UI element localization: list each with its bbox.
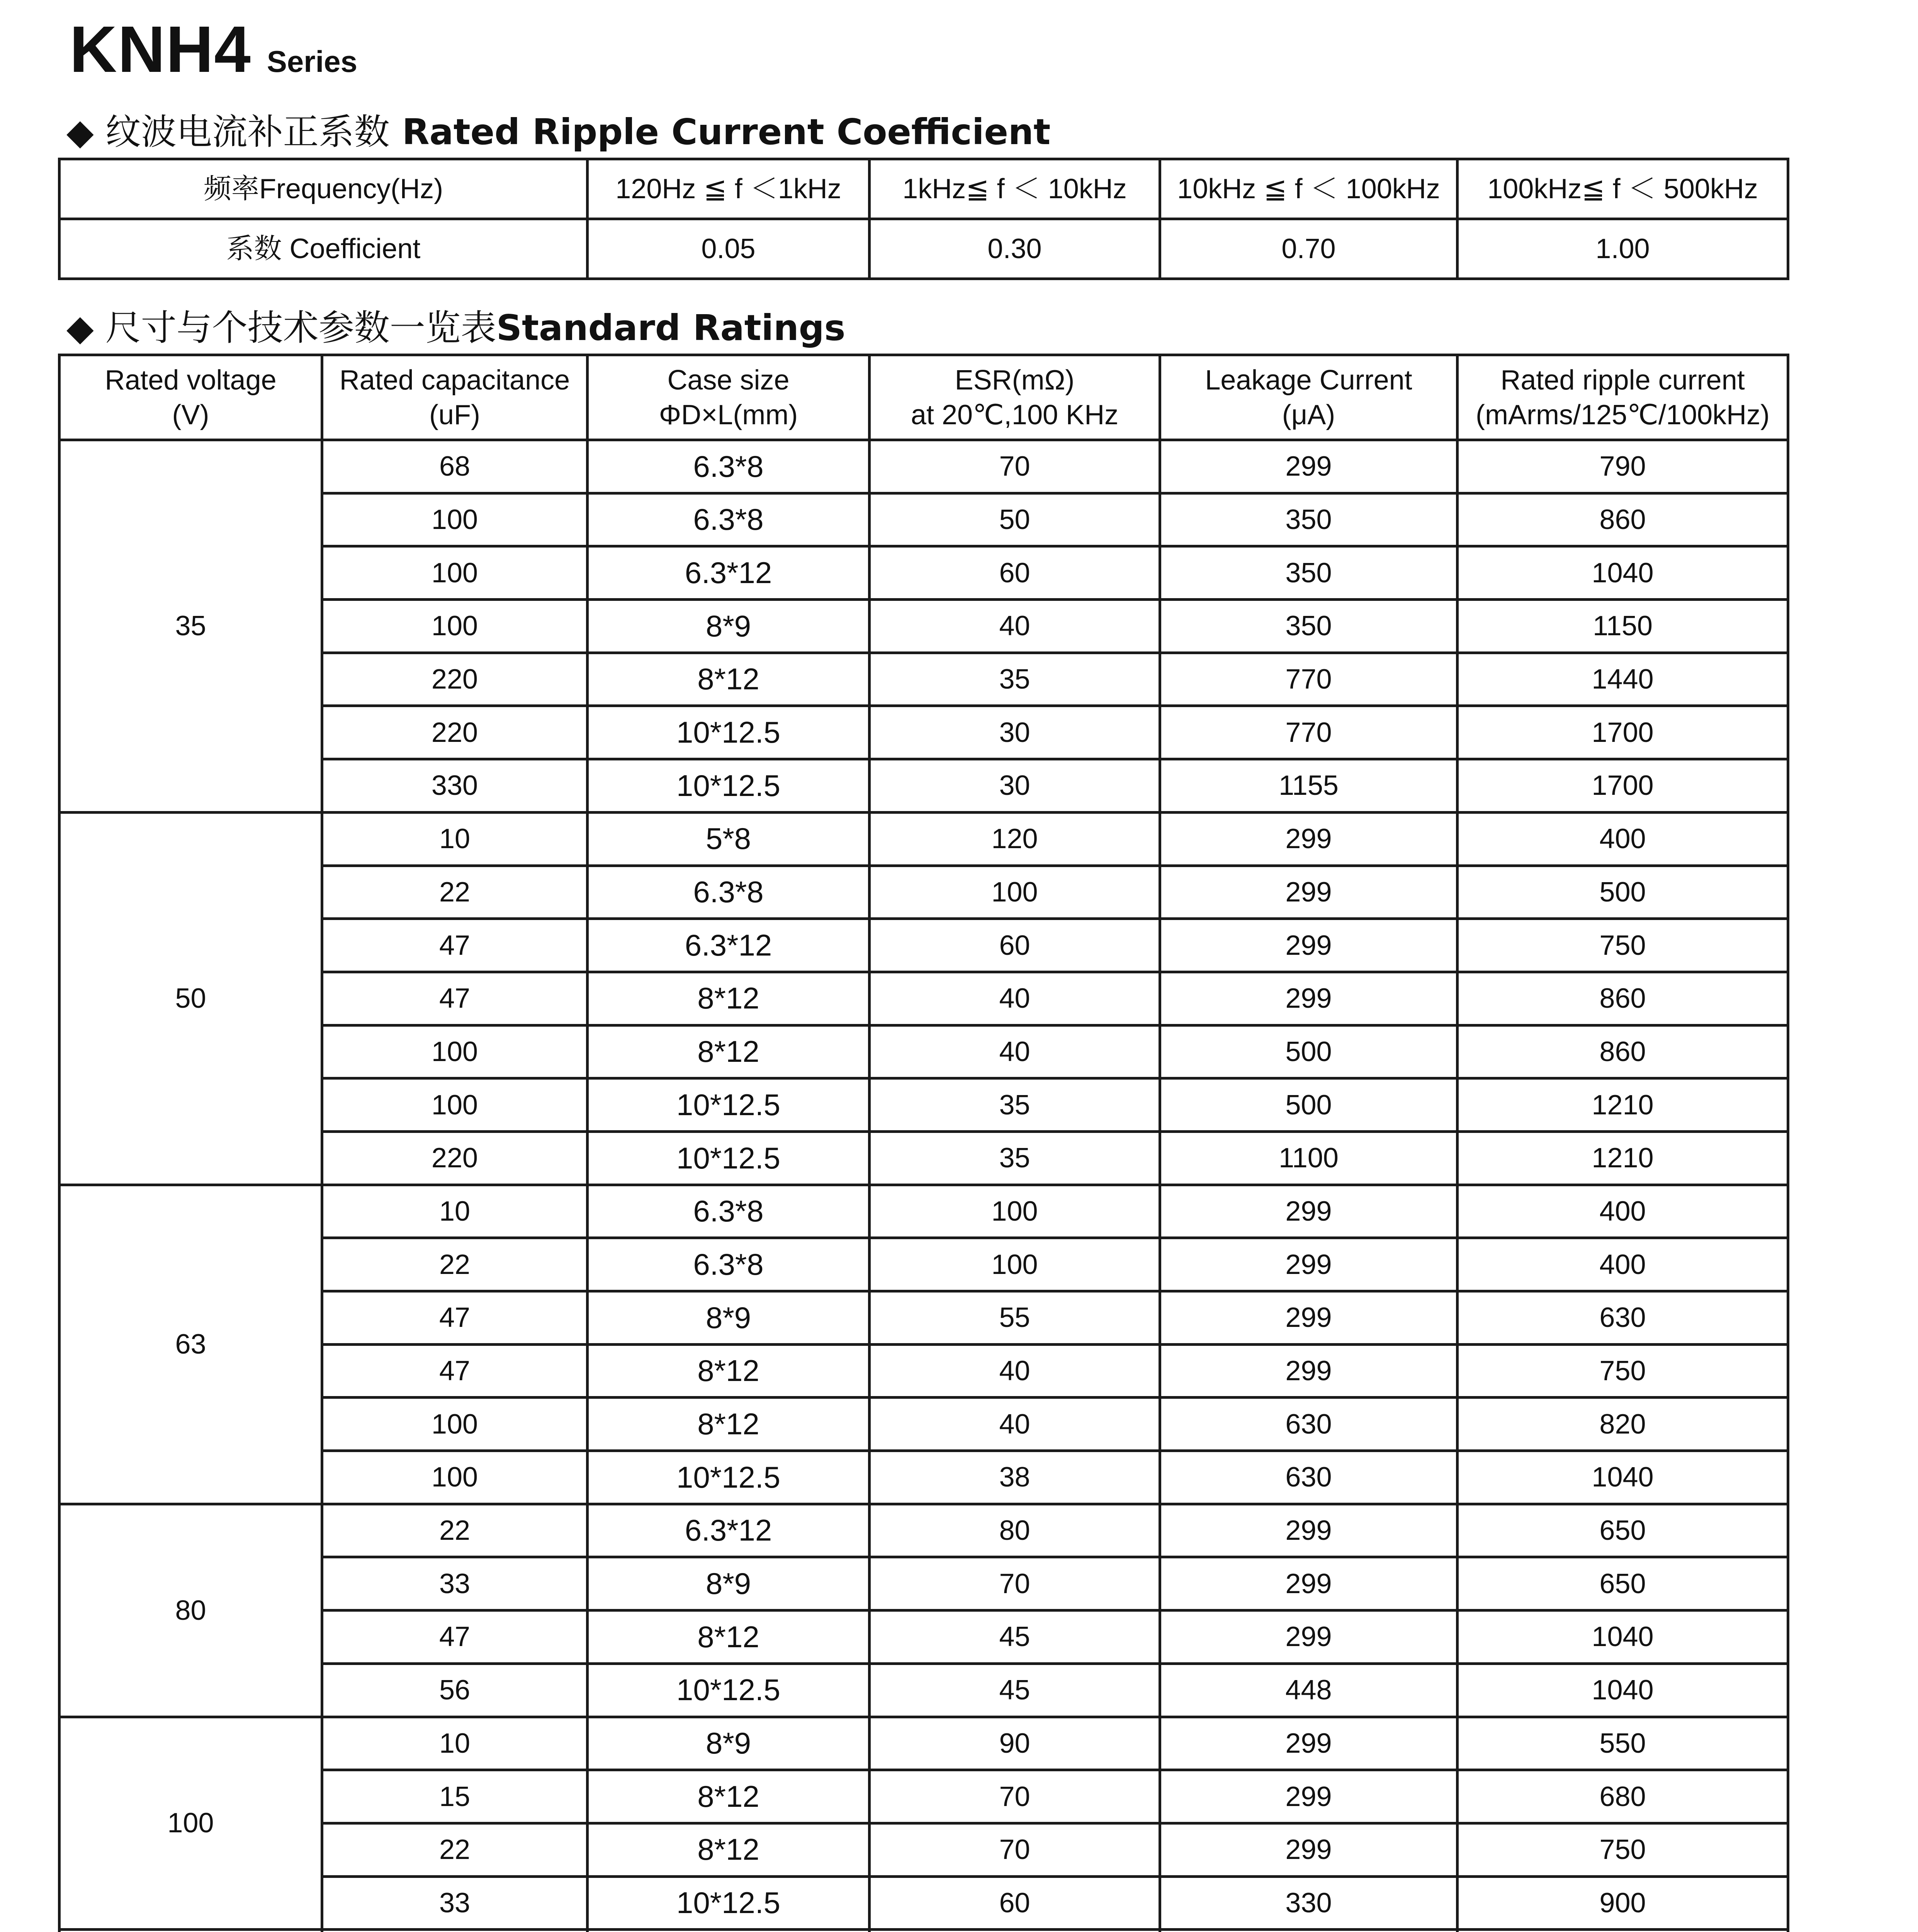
diamond-bullet-icon: ◆ [66,307,94,349]
ripple-cell: 1040 [1458,1611,1788,1664]
leakage-cell: 299 [1160,919,1458,972]
esr-cell: 30 [870,706,1160,759]
case-size-cell: 8*9 [588,1557,870,1611]
series-label: Series [267,44,358,78]
esr-cell: 40 [870,1344,1160,1398]
capacitance-cell: 100 [322,1078,588,1132]
leakage-cell: 299 [1160,1344,1458,1398]
case-size-cell: 6.3*8 [588,866,870,919]
table-row [59,1504,1788,1557]
esr-cell: 70 [870,440,1160,493]
esr-cell: 60 [870,546,1160,600]
header-line: (μA) [1282,399,1335,430]
capacitance-cell: 100 [322,1025,588,1078]
capacitance-cell: 10 [322,1185,588,1238]
case-size-cell: 8*12 [588,1770,870,1823]
leakage-cell: 350 [1160,493,1458,546]
leakage-cell: 1155 [1160,759,1458,813]
ripple-cell: 1440 [1458,653,1788,706]
capacitance-cell: 68 [322,440,588,493]
capacitance-cell: 100 [322,493,588,546]
series-name: KNH4 [70,13,251,86]
leakage-cell: 299 [1160,1717,1458,1770]
leakage-cell: 299 [1160,1611,1458,1664]
case-size-cell: 8*9 [588,1291,870,1345]
ripple-cell: 820 [1458,1398,1788,1451]
ripple-cell: 1210 [1458,1078,1788,1132]
voltage-cell: 80 [59,1504,322,1717]
esr-cell: 40 [870,1025,1160,1078]
ripple-cell: 750 [1458,1823,1788,1876]
case-size-cell: 5*8 [588,812,870,866]
leakage-cell: 770 [1160,706,1458,759]
ripple-cell: 1040 [1458,1451,1788,1504]
leakage-cell: 299 [1160,1291,1458,1345]
case-size-cell: 8*12 [588,1344,870,1398]
case-size-cell: 8*12 [588,653,870,706]
esr-cell: 40 [870,600,1160,653]
capacitance-cell: 22 [322,1238,588,1291]
ripple-heading-en: Rated Ripple Current Coefficient [402,111,1051,153]
case-size-cell: 6.3*8 [588,1185,870,1238]
leakage-cell: 350 [1160,546,1458,600]
ripple-cell: 650 [1458,1557,1788,1611]
ripple-cell: 400 [1458,1185,1788,1238]
column-header-leakage [1160,355,1458,440]
esr-cell: 100 [870,1185,1160,1238]
leakage-cell [1160,1930,1458,1932]
header-line: ESR(mΩ) [955,364,1075,396]
ripple-cell: 860 [1458,493,1788,546]
column-header-capacitance [322,355,588,440]
case-size-cell: 6.3*8 [588,440,870,493]
esr-cell: 60 [870,1876,1160,1930]
capacitance-cell: 100 [322,1398,588,1451]
diamond-bullet-icon: ◆ [66,111,94,153]
leakage-cell: 350 [1160,600,1458,653]
case-size-cell: 8*12 [588,1398,870,1451]
column-header-esr [870,355,1160,440]
leakage-cell: 330 [1160,1876,1458,1930]
voltage-cell: 63 [59,1185,322,1504]
leakage-cell: 299 [1160,866,1458,919]
case-size-cell: 6.3*12 [588,919,870,972]
leakage-cell: 630 [1160,1451,1458,1504]
ratings-heading-en: Standard Ratings [496,307,846,349]
voltage-cell: 100 [59,1717,322,1930]
ratings-heading-zh: 尺寸与个技术参数一览表 [105,307,496,349]
leakage-cell: 1100 [1160,1131,1458,1185]
case-size-cell: 6.3*12 [588,546,870,600]
capacitance-cell: 22 [322,866,588,919]
case-size-cell: 8*9 [588,600,870,653]
capacitance-cell: 220 [322,1131,588,1185]
capacitance-cell: 100 [322,600,588,653]
esr-cell [870,1930,1160,1932]
column-header-case-size [588,355,870,440]
table-row [59,1185,1788,1238]
frequency-range-cell: 10kHz ≦ f ＜ 100kHz [1160,159,1458,219]
case-size-cell: 10*12.5 [588,1131,870,1185]
case-size-cell: 8*12 [588,972,870,1025]
coefficient-cell: 0.05 [588,219,870,279]
esr-cell: 40 [870,1398,1160,1451]
ripple-cell: 860 [1458,1025,1788,1078]
coefficient-cell: 0.70 [1160,219,1458,279]
header-line: (mArms/125℃/100kHz) [1475,399,1770,430]
leakage-cell: 299 [1160,1185,1458,1238]
case-size-cell: 8*12 [588,1025,870,1078]
column-header-ripple [1458,355,1788,440]
voltage-cell [59,1930,322,1932]
leakage-cell: 299 [1160,812,1458,866]
case-size-cell [588,1930,870,1932]
standard-ratings-table [58,354,1789,1932]
ripple-cell: 750 [1458,1344,1788,1398]
case-size-cell: 6.3*12 [588,1504,870,1557]
esr-cell: 100 [870,1238,1160,1291]
case-size-cell: 8*12 [588,1823,870,1876]
esr-cell: 40 [870,972,1160,1025]
case-size-cell: 10*12.5 [588,1451,870,1504]
capacitance-cell: 47 [322,919,588,972]
ratings-body [59,440,1788,1932]
leakage-cell: 448 [1160,1663,1458,1717]
frequency-range-cell: 120Hz ≦ f ＜1kHz [588,159,870,219]
table-row [59,1930,1788,1932]
capacitance-cell: 22 [322,1823,588,1876]
capacitance-cell: 100 [322,1451,588,1504]
ripple-cell: 500 [1458,866,1788,919]
leakage-cell: 299 [1160,440,1458,493]
header-line: ΦD×L(mm) [659,399,798,430]
capacitance-cell: 330 [322,759,588,813]
esr-cell: 38 [870,1451,1160,1504]
case-size-cell: 8*12 [588,1611,870,1664]
capacitance-cell: 47 [322,1291,588,1345]
capacitance-cell: 33 [322,1557,588,1611]
header-line: Rated ripple current [1500,364,1745,396]
leakage-cell: 500 [1160,1025,1458,1078]
ripple-cell: 550 [1458,1717,1788,1770]
capacitance-cell: 220 [322,653,588,706]
ripple-cell: 1040 [1458,1663,1788,1717]
leakage-cell: 299 [1160,1770,1458,1823]
header-line: (uF) [429,399,480,430]
ripple-cell: 1210 [1458,1131,1788,1185]
leakage-cell: 299 [1160,1557,1458,1611]
table-row [59,440,1788,493]
header-line: Case size [667,364,790,396]
capacitance-cell: 47 [322,1344,588,1398]
case-size-cell: 6.3*8 [588,493,870,546]
ripple-cell: 860 [1458,972,1788,1025]
esr-cell: 120 [870,812,1160,866]
esr-cell: 70 [870,1557,1160,1611]
leakage-cell: 500 [1160,1078,1458,1132]
esr-cell: 80 [870,1504,1160,1557]
frequency-range-cell: 1kHz≦ f ＜ 10kHz [870,159,1160,219]
header-line: Rated voltage [105,364,277,396]
leakage-cell: 299 [1160,1823,1458,1876]
leakage-cell: 770 [1160,653,1458,706]
case-size-cell: 10*12.5 [588,1078,870,1132]
case-size-cell: 10*12.5 [588,1876,870,1930]
ripple-cell: 650 [1458,1504,1788,1557]
case-size-cell: 10*12.5 [588,706,870,759]
ripple-cell: 1150 [1458,600,1788,653]
ripple-heading-zh: 纹波电流补正系数 [105,111,390,153]
ripple-cell: 1040 [1458,546,1788,600]
esr-cell: 60 [870,919,1160,972]
leakage-cell: 299 [1160,1504,1458,1557]
header-line: at 20℃,100 KHz [911,399,1119,430]
ripple-cell [1458,1930,1788,1932]
case-size-cell: 8*9 [588,1717,870,1770]
esr-cell: 100 [870,866,1160,919]
esr-cell: 30 [870,759,1160,813]
coefficient-row [59,219,1788,279]
ripple-cell: 790 [1458,440,1788,493]
esr-cell: 45 [870,1611,1160,1664]
ripple-coefficient-table [58,158,1789,280]
esr-cell: 35 [870,653,1160,706]
ripple-cell: 1700 [1458,706,1788,759]
capacitance-cell: 220 [322,706,588,759]
capacitance-cell: 10 [322,1717,588,1770]
header-line: (V) [172,399,209,430]
table-row [59,812,1788,866]
ripple-cell: 400 [1458,812,1788,866]
header-line: Rated capacitance [339,364,570,396]
coefficient-cell: 1.00 [1458,219,1788,279]
esr-cell: 45 [870,1663,1160,1717]
coefficient-label: 系数 Coefficient [59,219,588,279]
coefficient-cell: 0.30 [870,219,1160,279]
leakage-cell: 299 [1160,972,1458,1025]
ripple-cell: 400 [1458,1238,1788,1291]
ratings-header-row [59,355,1788,440]
ripple-cell: 630 [1458,1291,1788,1345]
esr-cell: 50 [870,493,1160,546]
header-line: Leakage Current [1205,364,1412,396]
capacitance-cell: 47 [322,1611,588,1664]
esr-cell: 70 [870,1770,1160,1823]
capacitance-cell: 100 [322,546,588,600]
ripple-cell: 750 [1458,919,1788,972]
esr-cell: 35 [870,1131,1160,1185]
capacitance-cell: 15 [322,1770,588,1823]
ripple-coefficient-heading [66,104,1050,155]
esr-cell: 70 [870,1823,1160,1876]
capacitance-cell [322,1930,588,1932]
leakage-cell: 630 [1160,1398,1458,1451]
frequency-range-cell: 100kHz≦ f ＜ 500kHz [1458,159,1788,219]
esr-cell: 90 [870,1717,1160,1770]
esr-cell: 35 [870,1078,1160,1132]
ripple-cell: 1700 [1458,759,1788,813]
capacitance-cell: 22 [322,1504,588,1557]
capacitance-cell: 10 [322,812,588,866]
ripple-cell: 680 [1458,1770,1788,1823]
esr-cell: 55 [870,1291,1160,1345]
capacitance-cell: 47 [322,972,588,1025]
standard-ratings-heading [66,299,845,350]
voltage-cell: 35 [59,440,322,813]
capacitance-cell: 33 [322,1876,588,1930]
frequency-row [59,159,1788,219]
capacitance-cell: 56 [322,1663,588,1717]
case-size-cell: 6.3*8 [588,1238,870,1291]
ripple-cell: 900 [1458,1876,1788,1930]
frequency-label: 频率Frequency(Hz) [59,159,588,219]
series-title [70,12,357,89]
table-row [59,1717,1788,1770]
case-size-cell: 10*12.5 [588,1663,870,1717]
column-header-voltage [59,355,322,440]
case-size-cell: 10*12.5 [588,759,870,813]
voltage-cell: 50 [59,812,322,1185]
leakage-cell: 299 [1160,1238,1458,1291]
